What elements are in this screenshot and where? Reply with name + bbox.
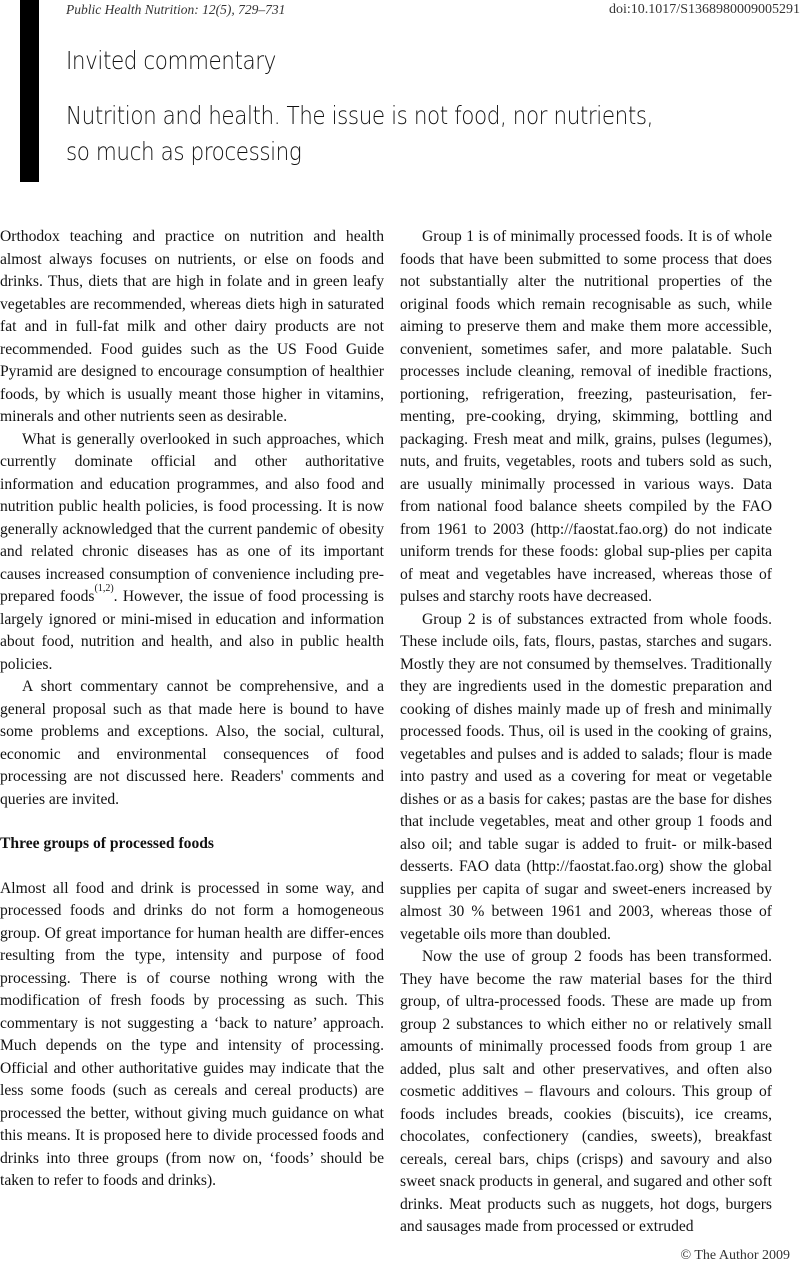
header-rule-bar [20, 0, 39, 182]
title-line-2: so much as processing [66, 137, 302, 166]
article-type: Invited commentary [66, 46, 276, 75]
paragraph: Almost all food and drink is processed in some way, and processed foods and drinks do not form a homogeneous group. Of great importance for human health are differ-ences resulting from the type, intensity and purpose of food processing. There is of course nothing wrong with the modification of fresh foods by processing as such. This commentary is not suggesting a ‘back to nature’ approach. Much depends on the type and intensity of processing. Official and other authoritative guides may indicate that the less some foods (such as cereals and cereal products) are processed the better, without giving much guidance on what this means. It is proposed here to divide processed foods and drinks into three groups (from now on, ‘foods’ should be taken to refer to foods and drinks). [0, 879, 384, 1189]
article-title [66, 98, 653, 170]
copyright-footer: © The Author 2009 [680, 1248, 790, 1263]
left-column [0, 226, 384, 1193]
paragraph: Now the use of group 2 foods has been transformed. They have become the raw material bases for the third group, of ultra-processed foods. These are made up from group 2 substances to which either no or relatively small amounts of minimally processed foods from group 1 are added, plus salt and other preservatives, and often also cosmetic additives – flavours and colours. This group of foods includes breads, cookies (biscuits), ice creams, chocolates, confectionery (candies, sweets), breakfast cereals, cereal bars, chips (crisps) and savoury and also sweet snack products in general, and sugared and other soft drinks. Meat products such as nuggets, hot dogs, burgers and sausages made from processed or extruded [400, 948, 772, 1235]
doi-link[interactable]: doi:10.1017/S1368980009005291 [609, 2, 800, 17]
title-line-1: Nutrition and health. The issue is not food, nor nutrients, [66, 101, 654, 130]
paragraph-text: What is generally overlooked in such approaches, which currently dominate official and other authoritative information and education programmes, and also food and nutrition public health policies, is food processing. It is now generally acknowledged that the current pandemic of obesity and related chronic diseases has as one of its important causes increased consumption of convenience including pre-prepared foods [0, 430, 384, 605]
paragraph: Group 1 is of minimally processed foods. It is of whole foods that have been submitted to some process that does not substantially alter the nutritional properties of the original foods which remain recognisable as such, while aiming to preserve them and make them more accessible, convenient, sometimes safer, and more palatable. Such processes include cleaning, removal of inedible fractions, portioning, refrigeration, freezing, pasteurisation, fer-menting, pre-cooking, drying, skimming, bottling and packaging. Fresh meat and milk, grains, pulses (legumes), nuts, and fruits, vegetables, roots and tubers sold as such, are usually minimally processed in various ways. Data from national food balance sheets compiled by the FAO from 1961 to 2003 (http://faostat.fao.org) do not indicate uniform trends for these foods: global sup-plies per capita of meat and vegetables have increased, whereas those of pulses and starchy roots have decreased. [400, 228, 772, 605]
journal-citation: Public Health Nutrition: 12(5), 729–731 [66, 2, 286, 17]
section-heading: Three groups of processed foods [0, 835, 214, 852]
citation-reference[interactable]: (1,2) [94, 583, 114, 594]
paragraph: A short commentary cannot be comprehensive, and a general proposal such as that made here is bound to have some problems and exceptions. Also, the social, cultural, economic and environmental consequences of food processing are not discussed here. Readers' comments and queries are invited. [0, 678, 384, 808]
paragraph: Orthodox teaching and practice on nutrition and health almost always focuses on nutrients, or else on foods and drinks. Thus, diets that are high in folate and in green leafy vegetables are recommended, whereas diets high in saturated fat and in full-fat milk and other dairy products are not recommended. Food guides such as the US Food Guide Pyramid are designed to encourage consumption of healthier foods, by which is usually meant those higher in vitamins, minerals and other nutrients seen as desirable. [0, 228, 384, 425]
paragraph-text: . However, the issue of food processing is largely ignored or mini-mised in education and information about food, nutrition and health, and also in public health policies. [0, 588, 384, 673]
paragraph [0, 429, 384, 677]
right-column [400, 226, 772, 1239]
paragraph: Group 2 is of substances extracted from whole foods. These include oils, fats, flours, pastas, starches and sugars. Mostly they are not consumed by themselves. Traditionally they are ingredients used in the domestic preparation and cooking of dishes mainly made up of fresh and minimally processed foods. Thus, oil is used in the cooking of grains, vegetables and pulses and is added to salads; flour is made into pastry and used as a covering for meat or vegetable dishes or as a basis for cakes; pastas are the base for dishes that include vegetables, meat and other group 1 foods and also oil; and table sugar is added to fruit- or milk-based desserts. FAO data (http://faostat.fao.org) show the global supplies per capita of sugar and sweet-eners increased by almost 30 % between 1961 and 2003, whereas those of vegetable oils more than doubled. [400, 610, 772, 943]
